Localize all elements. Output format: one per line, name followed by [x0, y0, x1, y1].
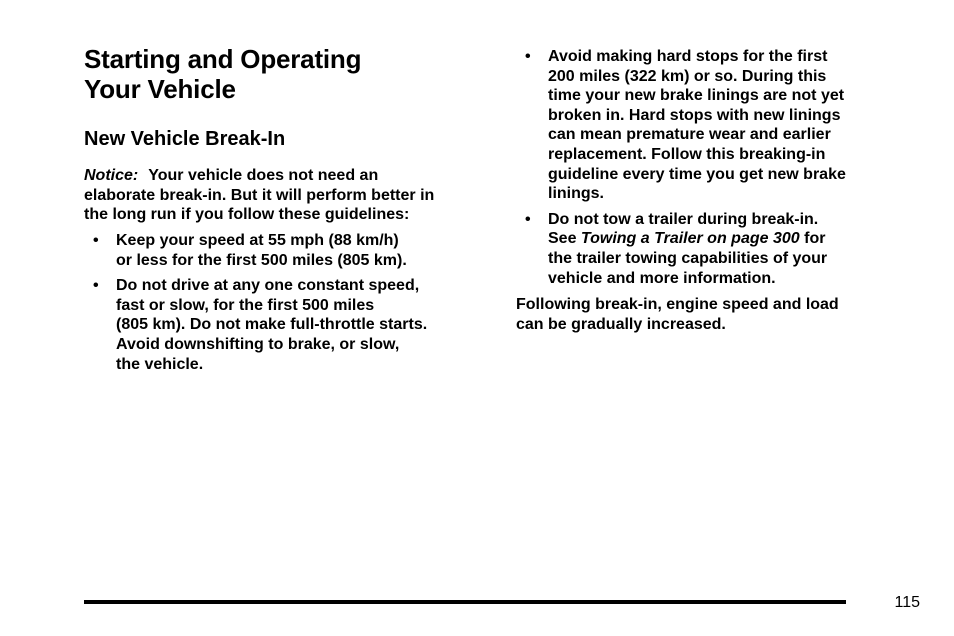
closing-line: Following break-in, engine speed and load: [516, 296, 839, 313]
list-item-line: the vehicle.: [116, 355, 204, 373]
list-item-line: Avoid making hard stops for the first: [548, 48, 828, 65]
bullet-icon: •: [93, 232, 99, 249]
bullet-icon: •: [525, 48, 531, 65]
list-item: [516, 210, 896, 288]
after-xref-text: for: [804, 230, 826, 248]
page-title-line-2: Your Vehicle: [84, 74, 236, 104]
see-text: See: [548, 230, 577, 248]
notice-text-line-3: the long run if you follow these guidelines:: [84, 206, 410, 224]
list-item-line: Keep your speed at 55 mph (88 km/h): [116, 232, 399, 249]
list-item-line: Avoid downshifting to brake, or slow,: [116, 335, 400, 353]
list-item-line: replacement. Follow this breaking-in: [548, 145, 826, 163]
list-item-line: linings.: [548, 185, 604, 203]
notice-text-line-1: Your vehicle does not need an: [148, 167, 379, 184]
right-bullet-list: [516, 47, 896, 288]
cross-reference-link[interactable]: Towing a Trailer on page 300: [580, 230, 800, 248]
notice-paragraph: [84, 166, 484, 225]
footer-rule: [84, 600, 846, 604]
left-bullet-list: [84, 231, 484, 374]
list-item-line: guideline every time you get new brake: [548, 165, 846, 183]
list-item-line: the trailer towing capabilities of your: [548, 249, 828, 267]
list-item-line: (805 km). Do not make full-throttle starts.: [116, 316, 428, 334]
list-item-line: vehicle and more information.: [548, 269, 776, 287]
closing-line: can be gradually increased.: [516, 315, 726, 333]
notice-label: Notice:: [84, 167, 139, 184]
list-item-line: Do not drive at any one constant speed,: [116, 277, 420, 295]
list-item-line: broken in. Hard stops with new linings: [548, 106, 841, 124]
list-item-line: can mean premature wear and earlier: [548, 126, 831, 144]
page-title-line-1: Starting and Operating: [84, 44, 362, 74]
bullet-icon: •: [525, 210, 531, 228]
list-item: [84, 276, 484, 374]
list-item-line: time your new brake linings are not yet: [548, 87, 845, 105]
list-item-line: 200 miles (322 km) or so. During this: [548, 67, 827, 85]
list-item-line: or less for the first 500 miles (805 km).: [116, 251, 407, 269]
page-title: [84, 44, 361, 104]
notice-text-line-2: elaborate break-in. But it will perform better in: [84, 186, 435, 204]
bullet-icon: •: [93, 277, 99, 295]
section-heading: New Vehicle Break-In: [84, 128, 286, 150]
closing-paragraph: [516, 295, 896, 334]
page-number: 115: [894, 594, 920, 611]
list-item-line: fast or slow, for the first 500 miles: [116, 296, 375, 314]
list-item-line: Do not tow a trailer during break-in.: [548, 210, 819, 228]
list-item-line: [548, 229, 896, 249]
list-item: [84, 231, 484, 270]
list-item: [516, 47, 896, 204]
